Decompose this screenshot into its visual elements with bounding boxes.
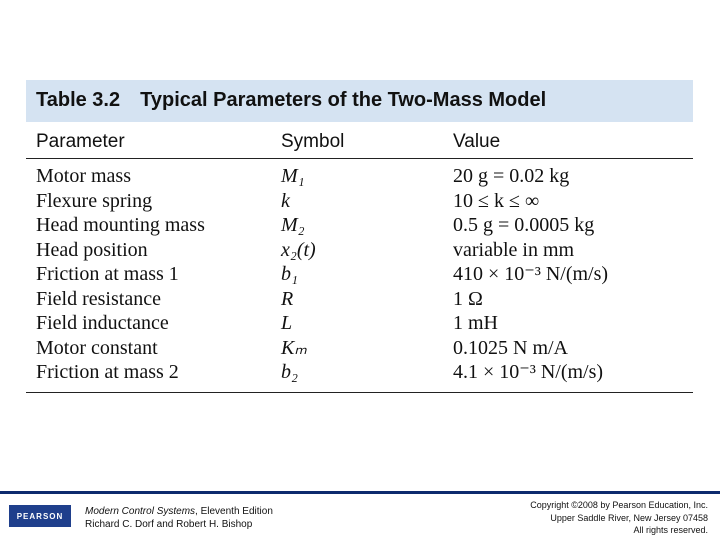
table-header-row	[26, 128, 693, 159]
table-row	[26, 262, 693, 287]
cell-symbol: b₂	[281, 361, 298, 383]
table-row	[26, 287, 693, 312]
cell-value: 1 mH	[453, 312, 498, 334]
table-title-band	[26, 80, 693, 122]
cell-symbol: M₁	[281, 165, 305, 187]
cell-parameter: Field resistance	[36, 287, 161, 310]
cell-parameter: Flexure spring	[36, 189, 153, 212]
cell-parameter: Head mounting mass	[36, 214, 205, 236]
cell-value: 4.1 × 10⁻³ N/(m/s)	[453, 361, 604, 383]
cell-symbol: k	[281, 189, 290, 212]
table-bottom-rule	[26, 392, 693, 393]
footer-divider	[0, 491, 720, 494]
cell-value: 410 × 10⁻³ N/(m/s)	[453, 263, 609, 285]
header-symbol: Symbol	[281, 131, 345, 152]
cell-parameter: Friction at mass 2	[36, 361, 179, 383]
table-row	[26, 360, 693, 385]
table-row	[26, 213, 693, 238]
table-row	[26, 189, 693, 214]
book-edition: , Eleventh Edition	[195, 506, 273, 517]
copyright-line-2: Upper Saddle River, New Jersey 07458	[550, 512, 708, 523]
table-row	[26, 164, 693, 189]
table-body	[26, 164, 693, 385]
book-title: Modern Control Systems	[85, 506, 196, 517]
pearson-logo: PEARSON	[9, 505, 71, 527]
book-citation	[85, 505, 273, 531]
cell-symbol: L	[281, 312, 293, 334]
cell-parameter: Friction at mass 1	[36, 263, 179, 285]
cell-symbol: b₁	[281, 263, 298, 285]
cell-symbol: x₂(t)	[281, 238, 316, 261]
cell-parameter: Head position	[36, 238, 148, 261]
copyright-notice	[530, 499, 708, 537]
copyright-line-1: Copyright ©2008 by Pearson Education, Inc.	[530, 500, 708, 510]
header-parameter: Parameter	[36, 131, 125, 152]
cell-value: 0.1025 N m/A	[453, 336, 568, 359]
table-caption: Typical Parameters of the Two-Mass Model	[140, 89, 547, 111]
cell-value: 10 ≤ k ≤ ∞	[453, 189, 540, 212]
cell-parameter: Motor constant	[36, 336, 158, 359]
cell-symbol: Kₘ	[281, 336, 307, 359]
table-row	[26, 311, 693, 336]
cell-symbol: R	[281, 287, 294, 310]
cell-parameter: Field inductance	[36, 312, 169, 334]
book-title-line	[85, 505, 273, 518]
cell-value: 1 Ω	[453, 287, 483, 310]
header-value: Value	[453, 131, 501, 152]
table-row	[26, 238, 693, 263]
cell-value: variable in mm	[453, 238, 575, 261]
cell-symbol: M₂	[281, 214, 305, 236]
table-row	[26, 336, 693, 361]
cell-value: 0.5 g = 0.0005 kg	[453, 214, 595, 236]
copyright-line-3: All rights reserved.	[633, 525, 708, 535]
cell-parameter: Motor mass	[36, 165, 131, 187]
table-number: Table 3.2	[36, 89, 121, 111]
book-authors: Richard C. Dorf and Robert H. Bishop	[85, 519, 253, 530]
table-title	[36, 89, 546, 112]
cell-value: 20 g = 0.02 kg	[453, 165, 570, 187]
